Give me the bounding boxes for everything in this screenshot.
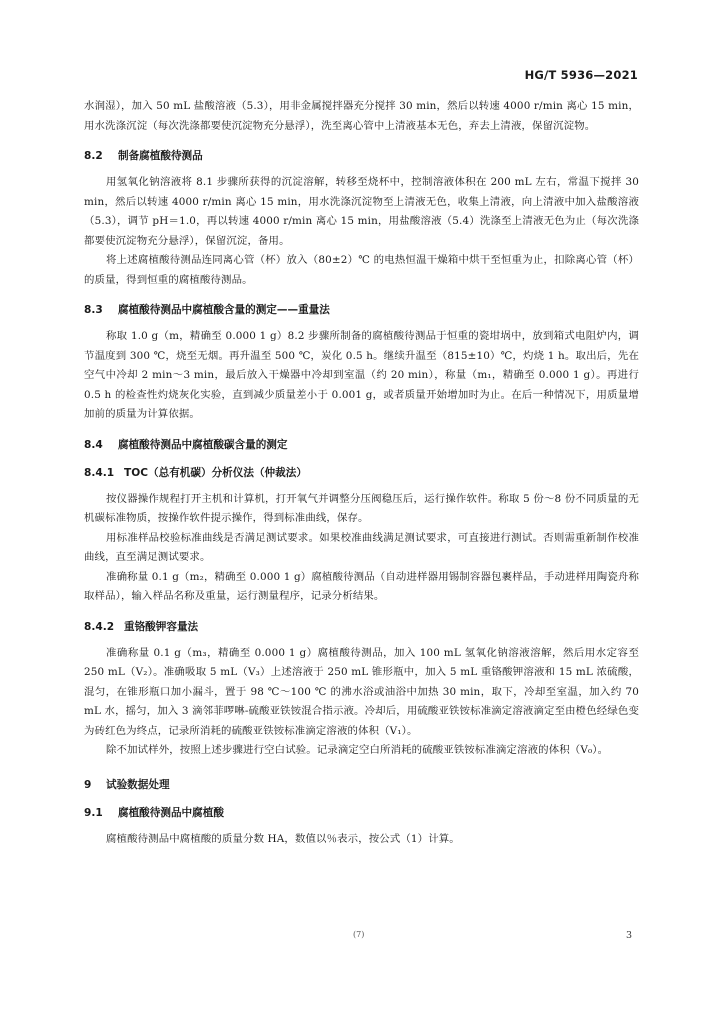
section-title: 腐植酸待测品中腐植酸碳含量的测定 — [118, 438, 288, 451]
sheet-mark: (7) — [353, 930, 365, 939]
section-title: 腐植酸待测品中腐植酸 — [118, 806, 224, 819]
section-8-4-1-paragraph-3: 准确称量 0.1 g（m₂，精确至 0.000 1 g）腐植酸待测品（自动进样器用锡制容器包裹样品，手动进样用陶瓷舟称取样品），输入样品名称及重量，运行测量程序，记录分析结果。 — [84, 570, 639, 602]
section-number: 8.4.2 — [84, 620, 115, 633]
section-title: TOC（总有机碳）分析仪法（仲裁法） — [124, 466, 307, 479]
section-8-3-heading — [84, 302, 639, 318]
section-number: 8.4 — [84, 438, 103, 451]
section-9-1-paragraph-1: 腐植酸待测品中腐植酸的质量分数 HA，数值以％表示，按公式（1）计算。 — [106, 832, 460, 845]
section-8-4-2-heading — [84, 619, 639, 635]
document-body — [84, 97, 639, 849]
section-8-2-heading — [84, 148, 639, 164]
section-number: 8.3 — [84, 304, 103, 316]
section-number: 8.2 — [84, 150, 103, 162]
section-8-4-1-heading — [84, 465, 639, 481]
section-8-4-1-paragraph-2: 用标准样品校验标准曲线是否满足测试要求。如果校准曲线满足测试要求，可直接进行测试。否则需重新制作校准曲线，直至满足测试要求。 — [84, 531, 639, 563]
section-8-2-paragraph-2: 将上述腐植酸待测品连同离心管（杯）放入（80±2）℃ 的电热恒温干燥箱中烘干至恒重为止，扣除离心管（杯）的质量，得到恒重的腐植酸待测品。 — [84, 254, 639, 286]
section-title: 重铬酸钾容量法 — [124, 620, 199, 633]
standard-code: HG/T 5936—2021 — [524, 68, 638, 82]
section-title: 试验数据处理 — [106, 778, 170, 791]
section-9-1-heading — [84, 805, 639, 821]
section-8-4-heading — [84, 437, 639, 453]
section-8-4-2-paragraph-2: 除不加试样外，按照上述步骤进行空白试验。记录滴定空白所消耗的硫酸亚铁铵标准滴定溶液的体积（V₀）。 — [106, 744, 609, 756]
section-8-3-paragraph-1: 称取 1.0 g（m，精确至 0.000 1 g）8.2 步骤所制备的腐植酸待测品于恒重的瓷坩埚中，放到箱式电阻炉内，调节温度到 300 ℃，烧至无烟。再升温至 500 ℃，炭化 0.5 h。继续升温至（815±10）℃，灼烧 1 h。取出后，先在空气中冷却 2 min～3 min，最后放入干燥器中冷却到室温（约 20 min），称量（m₁，精确至 0.000 1 g）。再进行 0.5 h 的检查性灼烧灰化实验，直到减少质量差小于 0.001 g，或者质量开始增加时为止。在后一种情况下，用质量增加前的质量为计算依据。 — [84, 330, 639, 420]
section-number: 8.4.1 — [84, 466, 115, 479]
section-number: 9.1 — [84, 806, 103, 819]
section-9-heading — [84, 777, 639, 793]
intro-paragraph: 水润湿），加入 50 mL 盐酸溶液（5.3），用非金属搅拌器充分搅拌 30 min，然后以转速 4000 r/min 离心 15 min，用水洗涤沉淀（每次洗涤都要使沉淀物充分悬浮），洗至离心管中上清液基本无色，弃去上清液，保留沉淀物。 — [84, 100, 639, 132]
section-8-4-2-paragraph-1: 准确称量 0.1 g（m₃，精确至 0.000 1 g）腐植酸待测品，加入 100 mL 氢氧化钠溶液溶解，然后用水定容至 250 mL（V₂）。准确吸取 5 mL（V₃）上述溶液于 250 mL 锥形瓶中，加入 5 mL 重铬酸钾溶液和 15 mL 浓硫酸，混匀，在锥形瓶口加小漏斗，置于 98 ℃～100 ℃ 的沸水浴或油浴中加热 30 min，取下，冷却至室温，加入约 70 mL 水，摇匀，加入 3 滴邻菲啰啉-硫酸亚铁铵混合指示液。冷却后，用硫酸亚铁铵标准滴定溶液滴定至由橙色经绿色变为砖红色为终点，记录所消耗的硫酸亚铁铵标准滴定溶液的体积（V₁）。 — [84, 646, 639, 737]
section-8-4-1-paragraph-1: 按仪器操作规程打开主机和计算机，打开氧气并调整分压阀稳压后，运行操作软件。称取 5 份～8 份不同质量的无机碳标准物质，按操作软件提示操作，得到标准曲线，保存。 — [84, 492, 639, 524]
section-title: 腐植酸待测品中腐植酸含量的测定——重量法 — [118, 304, 330, 316]
section-number: 9 — [84, 778, 92, 791]
section-8-2-paragraph-1: 用氢氧化钠溶液将 8.1 步骤所获得的沉淀溶解，转移至烧杯中，控制溶液体积在 200 mL 左右，常温下搅拌 30 min，然后以转速 4000 r/min 离心 15 min，用水洗涤沉淀物至上清液无色，收集上清液，向上清液中加入盐酸溶液（5.3），调节 pH＝1.0，再以转速 4000 r/min 离心 15 min，用盐酸溶液（5.4）洗涤至上清液无色为止（每次洗涤都要使沉淀物充分悬浮），保留沉淀，备用。 — [84, 176, 639, 247]
page-number: 3 — [625, 930, 632, 941]
section-title: 制备腐植酸待测品 — [118, 150, 203, 162]
